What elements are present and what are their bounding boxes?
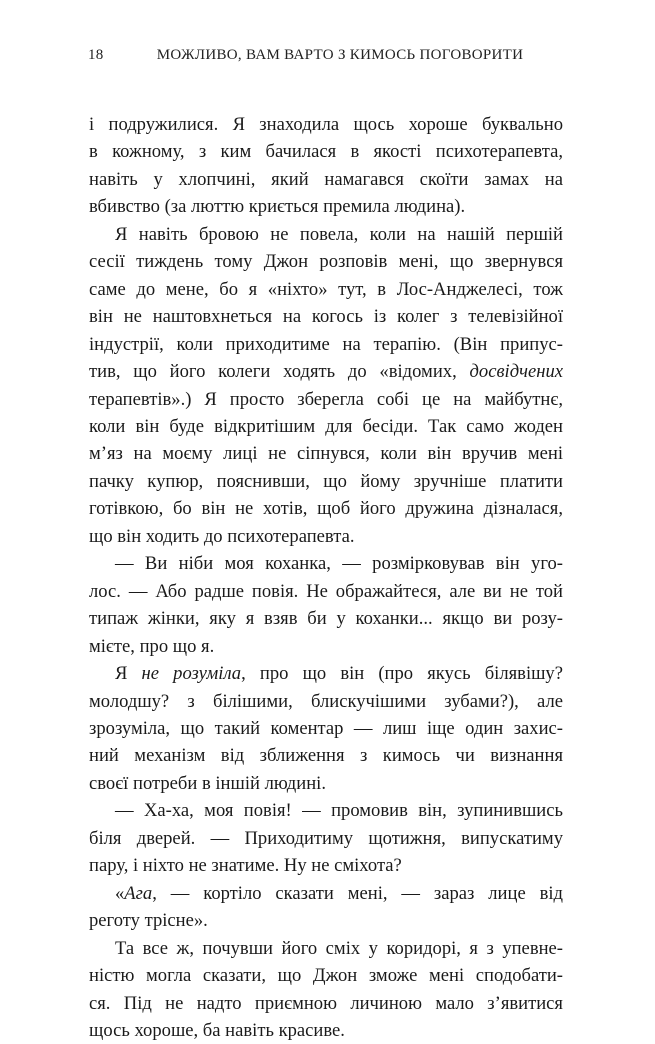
text-line: пачку купюр, пояснивши, що йому зручніше платити xyxy=(89,470,563,492)
text-line: саме до мене, бо я «ніхто» тут, в Лос-Анджелесі, тож xyxy=(89,278,563,300)
text-segment: , — кортіло сказати мені, — зараз лице від xyxy=(152,882,563,904)
body-text xyxy=(89,111,563,1044)
text-line: він не наштовхнеться на когось із колег з телевізійної xyxy=(89,306,563,328)
text-line: ний механізм від зближення з кимось чи визнання xyxy=(89,745,563,767)
text-line: — Ви ніби моя коханка, — розмірковував він уго- xyxy=(115,553,563,575)
emphasis-text: Ага xyxy=(124,882,153,904)
text-line: терапевтів».) Я просто зберегла собі це на майбутнє, xyxy=(89,388,563,410)
text-line: ся. Під не надто приємною личиною мало з’явитися xyxy=(89,992,563,1014)
text-line: біля дверей. — Приходитиму щотижня, випускатиму xyxy=(89,827,563,849)
running-title: МОЖЛИВО, ВАМ ВАРТО З КИМОСЬ ПОГОВОРИТИ xyxy=(156,47,524,63)
text-line: сесії тиждень тому Джон розповів мені, що звернувся xyxy=(89,251,563,273)
paragraph-2 xyxy=(89,221,563,550)
running-header xyxy=(88,47,562,71)
text-line xyxy=(89,358,563,385)
text-line: Я навіть бровою не повела, коли на нашій першій xyxy=(115,223,563,245)
text-line: лос. — Або радше повія. Не ображайтеся, але ви не той xyxy=(89,580,563,602)
text-line: м’яз на моєму лиці не сіпнувся, коли він вручив мені xyxy=(89,443,563,465)
text-segment: , про що він (про якусь білявішу? xyxy=(241,663,563,685)
text-line: ністю могла сказати, що Джон зможе мені сподобати- xyxy=(89,965,563,987)
text-line: мієте, про що я. xyxy=(89,635,215,657)
text-line: реготу трісне». xyxy=(89,910,208,932)
text-line: в кожному, з ким бачилася в якості психотерапевта, xyxy=(89,141,563,163)
text-line: Та все ж, почувши його сміх у коридорі, я з упевне- xyxy=(115,937,563,959)
text-segment: Я xyxy=(115,663,142,685)
text-line: щось хороше, ба навіть красиве. xyxy=(89,1019,345,1041)
paragraph-4 xyxy=(89,660,563,797)
paragraph-5 xyxy=(89,797,563,879)
text-line: пару, і ніхто не знатиме. Ну не сміхота? xyxy=(89,855,402,877)
text-line xyxy=(89,660,563,687)
text-line: вбивство (за люттю криється премила людина). xyxy=(89,196,466,218)
paragraph-1 xyxy=(89,111,563,221)
text-line: індустрії, коли приходитиме на терапію. (Він припус- xyxy=(89,333,563,355)
text-line: готівкою, бо він не хотів, щоб його дружина дізналася, xyxy=(89,498,563,520)
paragraph-7 xyxy=(89,935,563,1044)
text-line xyxy=(89,880,563,907)
emphasis-text: не розуміла xyxy=(141,663,242,685)
text-line: типаж жінки, яку я взяв би у коханки... якщо ви розу- xyxy=(89,608,563,630)
text-segment: « xyxy=(115,882,125,904)
text-line: своєї потреби в іншій людині. xyxy=(89,772,326,794)
text-line: що він ходить до психотерапевта. xyxy=(89,525,355,547)
text-line: зрозуміла, що такий коментар — лиш іще один захис- xyxy=(89,717,563,739)
paragraph-3 xyxy=(89,550,563,660)
text-line: молодшу? з білішими, блискучішими зубами?), але xyxy=(89,690,563,712)
page-number: 18 xyxy=(88,47,104,63)
text-line: — Ха-ха, моя повія! — промовив він, зупинившись xyxy=(115,800,563,822)
emphasis-text: досвідчених xyxy=(469,361,563,383)
text-line: коли він буде відкритішим для бесіди. Так само жоден xyxy=(89,415,563,437)
paragraph-6 xyxy=(89,880,563,935)
text-line: і подружилися. Я знаходила щось хороше буквально xyxy=(89,114,563,135)
text-segment: тив, що його колеги ходять до «відомих, xyxy=(89,361,470,383)
text-line: навіть у хлопчині, який намагався скоїти замах на xyxy=(89,168,563,190)
